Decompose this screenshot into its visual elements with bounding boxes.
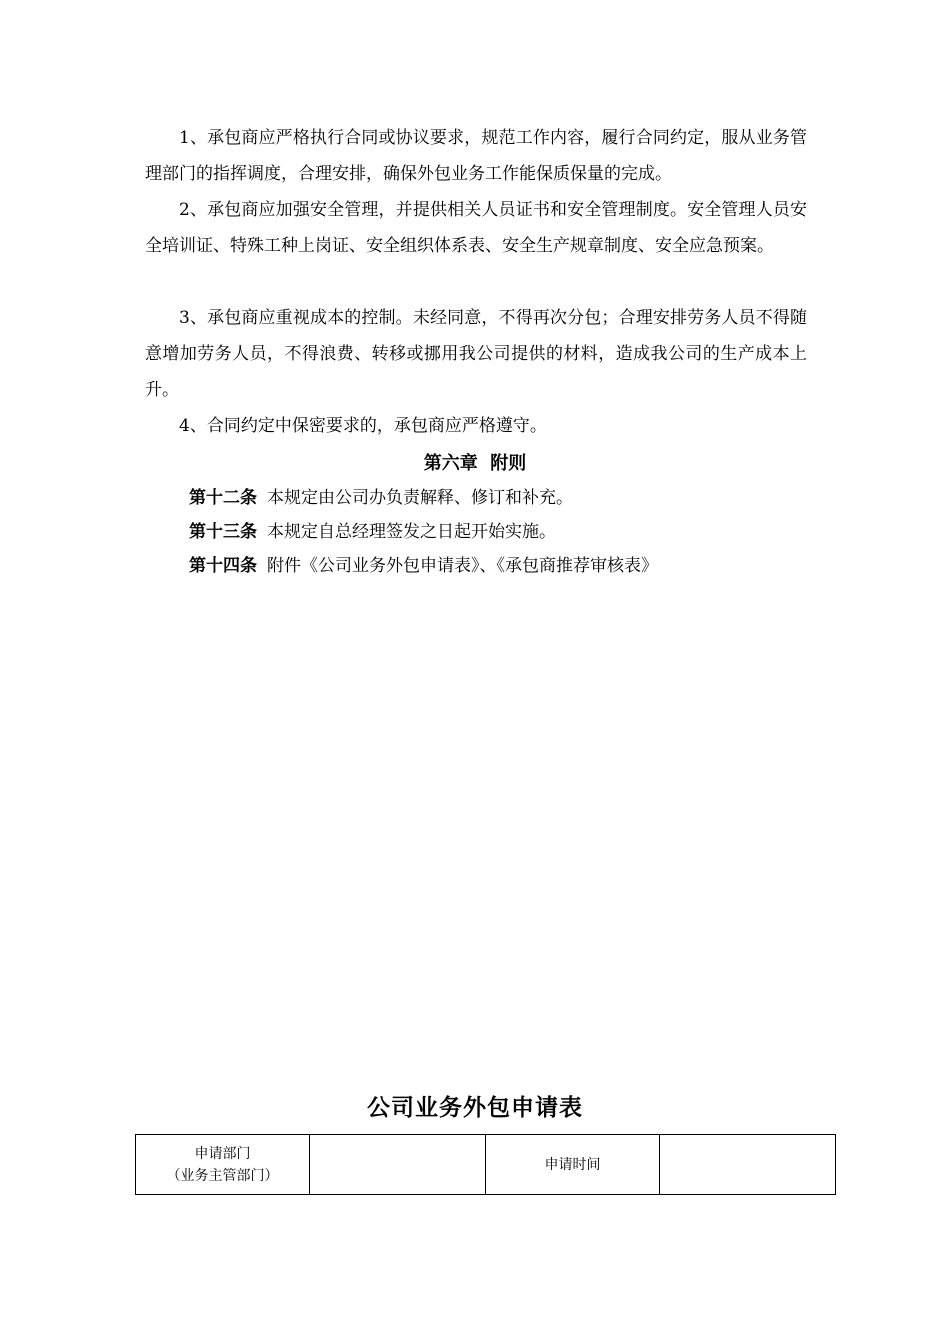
article-13 <box>189 514 829 550</box>
department-label: 申请部门 <box>194 1145 251 1162</box>
article-14 <box>189 548 829 584</box>
article-13-number: 第十三条 <box>189 522 257 542</box>
article-14-number: 第十四条 <box>189 556 257 576</box>
table-row <box>136 1135 836 1195</box>
form-title: 公司业务外包申请表 <box>367 1094 583 1121</box>
paragraph-4: 4、合同约定中保密要求的，承包商应严格遵守。 <box>179 416 547 436</box>
department-label-cell <box>136 1135 310 1195</box>
paragraph-1: 1、承包商应严格执行合同或协议要求，规范工作内容，履行合同约定，服从业务管理部门的指挥调度，合理安排，确保外包业务工作能保质保量的完成。 <box>145 128 807 184</box>
apply-time-label-cell: 申请时间 <box>486 1135 660 1195</box>
article-12-number: 第十二条 <box>189 488 257 508</box>
article-13-text: 本规定自总经理签发之日起开始实施。 <box>267 522 556 542</box>
paragraph-3: 3、承包商应重视成本的控制。未经同意，不得再次分包；合理安排劳务人员不得随意增加劳务人员，不得浪费、转移或挪用我公司提供的材料，造成我公司的生产成本上升。 <box>145 308 807 400</box>
paragraph-2: 2、承包商应加强安全管理，并提供相关人员证书和安全管理制度。安全管理人员安全培训证、特殊工种上岗证、安全组织体系表、安全生产规章制度、安全应急预案。 <box>145 200 807 256</box>
chapter-title: 第六章 附则 <box>423 453 527 474</box>
department-value-cell[interactable] <box>310 1135 486 1195</box>
article-12-text: 本规定由公司办负责解释、修订和补充。 <box>267 488 573 508</box>
article-12 <box>189 480 829 516</box>
article-14-text: 附件《公司业务外包申请表》、《承包商推荐审核表》 <box>267 556 658 576</box>
application-form-table <box>135 1134 836 1195</box>
department-sublabel: （业务主管部门） <box>166 1167 279 1184</box>
apply-time-value-cell[interactable] <box>660 1135 836 1195</box>
